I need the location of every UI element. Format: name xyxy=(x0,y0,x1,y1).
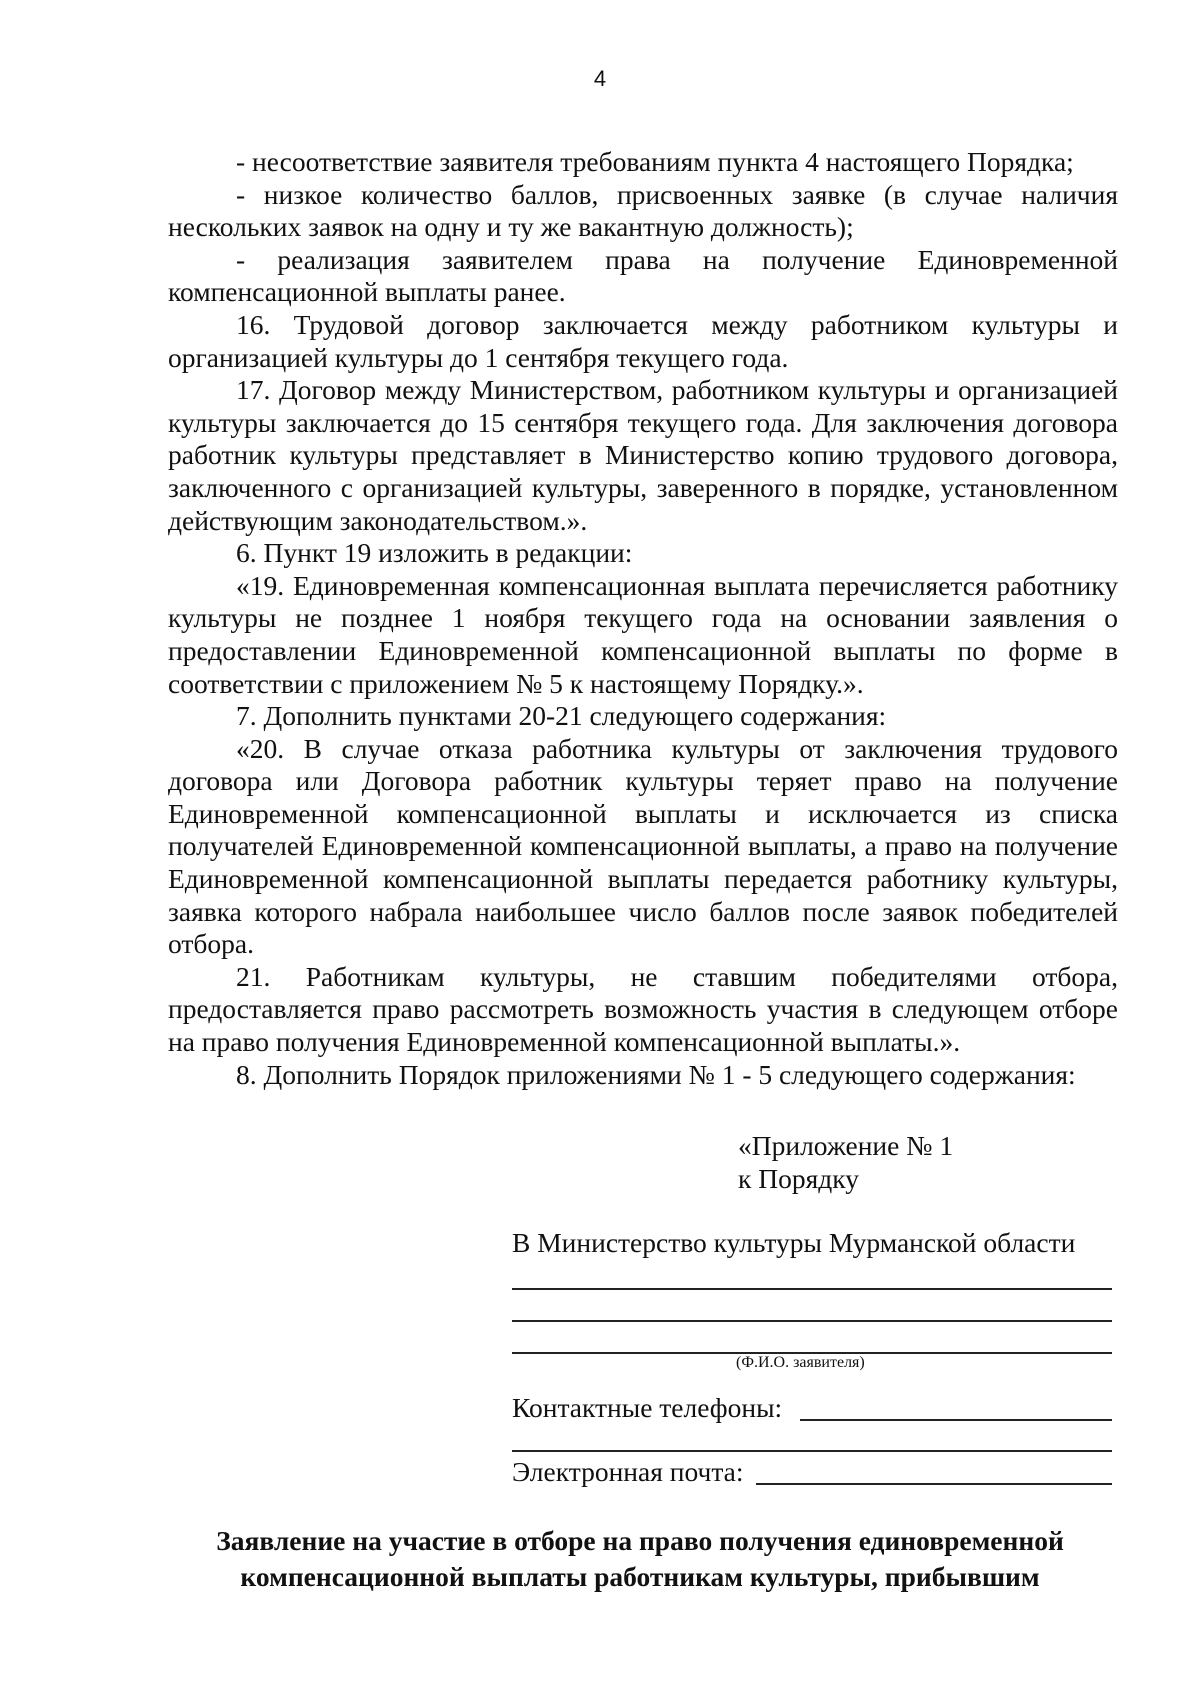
paragraph-ground-low-score: - низкое количество баллов, присвоенных заявке (в случае наличия нескольких заявок на одну и ту же вакантную должность); xyxy=(168,178,1118,243)
contact-phones-row xyxy=(512,1392,782,1424)
paragraph-17: 17. Договор между Министерством, работником культуры и организацией культуры заключается до 15 сентября текущего года. Для заключения договора работник культуры представляет в Министерство копию трудового договора, заключенного с организацией культуры, заверенного в порядке, установленном действующим законодательством.». xyxy=(168,374,1118,536)
paragraph-16: 16. Трудовой договор заключается между работником культуры и организацией культуры до 1 сентября текущего года. xyxy=(168,308,1118,373)
paragraph-amendment-8: 8. Дополнить Порядок приложениями № 1 - 5 следующего содержания: xyxy=(236,1058,1076,1090)
paragraph-amendment-7: 7. Дополнить пунктами 20-21 следующего содержания: xyxy=(236,700,887,732)
email-row xyxy=(512,1456,744,1488)
paragraph-19: «19. Единовременная компенсационная выплата перечисляется работнику культуры не позднее 1 ноября текущего года на основании заявления о предоставлении Единовременной компенсационной выплаты по форме в соответствии с приложением № 5 к настоящему Порядку.». xyxy=(168,569,1118,699)
paragraph-ground-noncompliance: - несоответствие заявителя требованиям пункта 4 настоящего Порядка; xyxy=(236,146,1074,177)
contact-phones-label: Контактные телефоны: xyxy=(512,1392,783,1423)
page-number: 4 xyxy=(593,66,607,91)
appendix-title: «Приложение № 1 xyxy=(738,1130,954,1161)
statement-title xyxy=(160,1523,1120,1595)
email-line xyxy=(756,1483,1112,1485)
addressee-line: В Министерство культуры Мурманской области xyxy=(512,1227,1076,1258)
statement-title-line-2: компенсационной выплаты работникам культуры, прибывшим xyxy=(240,1561,1040,1592)
paragraph-ground-previous-payment: - реализация заявителем права на получение Единовременной компенсационной выплаты ранее. xyxy=(168,243,1118,308)
applicant-name-line-1 xyxy=(512,1288,1112,1290)
applicant-name-caption: (Ф.И.О. заявителя) xyxy=(736,1354,865,1371)
paragraph-20: «20. В случае отказа работника культуры от заключения трудового договора или Договора работник культуры теряет право на получение Единовременной компенсационной выплаты и исключается из списка получателей Единовременной компенсационной выплаты, а право на получение Единовременной компенсационной выплаты передается работнику культуры, заявка которого набрала наибольшее число баллов после заявок победителей отбора. xyxy=(168,732,1118,960)
statement-title-line-1: Заявление на участие в отборе на право получения единовременной xyxy=(216,1525,1064,1556)
document-body xyxy=(168,146,1118,1091)
contact-phones-line xyxy=(800,1419,1112,1421)
paragraph-amendment-6: 6. Пункт 19 изложить в редакции: xyxy=(236,537,633,569)
email-label: Электронная почта: xyxy=(512,1456,744,1487)
applicant-name-line-2 xyxy=(512,1320,1112,1322)
appendix-subtitle: к Порядку xyxy=(738,1162,859,1194)
appendix-reference xyxy=(738,1130,953,1195)
contact-phones-line-2 xyxy=(512,1450,1112,1452)
paragraph-21: 21. Работникам культуры, не ставшим победителями отбора, предоставляется право рассмотреть возможность участия в следующем отборе на право получения Единовременной компенсационной выплаты.». xyxy=(168,960,1118,1058)
